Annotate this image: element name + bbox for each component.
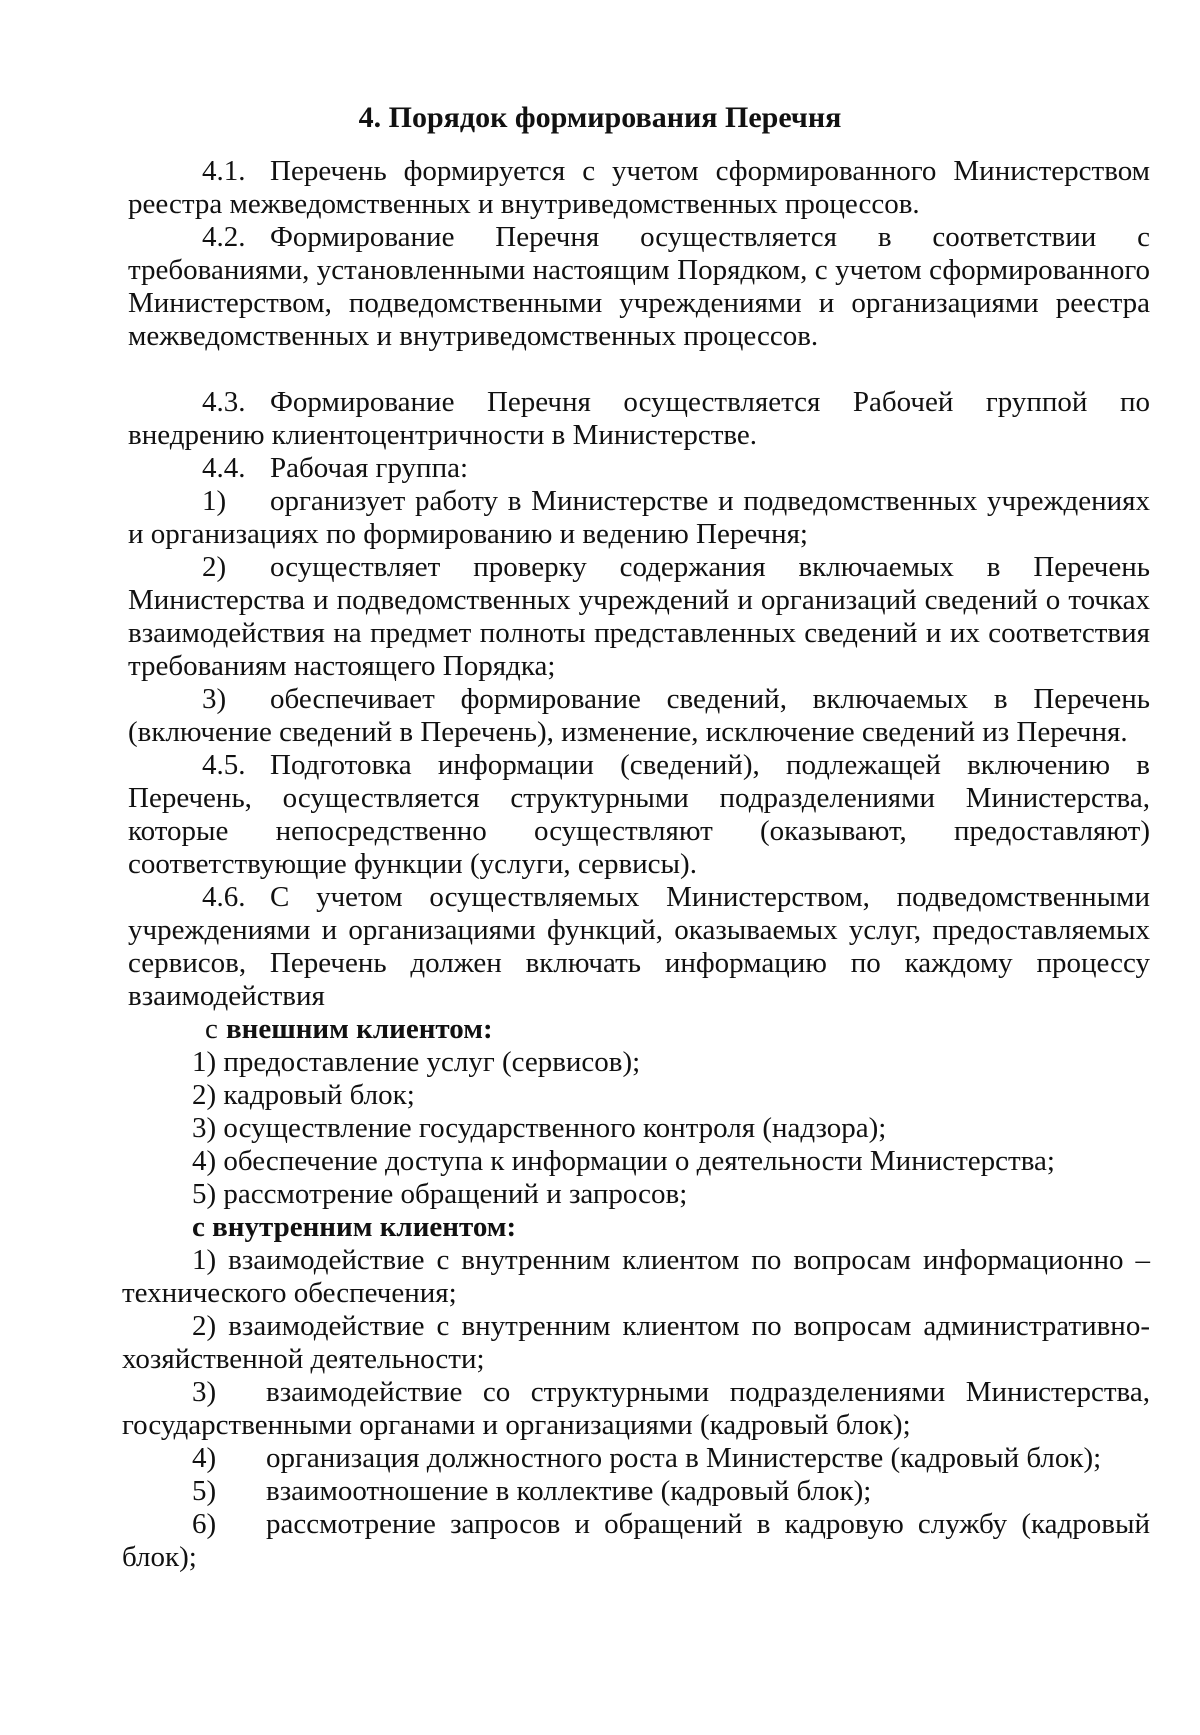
paragraph-number: 4.1. (202, 155, 246, 187)
list-item-text: обеспечивает формирование сведений, включаемых в Перечень (270, 683, 1150, 715)
list-item-text: Министерства и подведомственных учреждений и организаций сведений о точках взаимодействия на предмет полноты представленных сведений и их соответствия требованиям настоящего Порядка; (128, 584, 1150, 682)
list-item-text: взаимоотношение в коллективе (кадровый блок); (266, 1475, 872, 1507)
list-item: 2) кадровый блок; (192, 1079, 415, 1111)
list-item: 5) рассмотрение обращений и запросов; (192, 1178, 688, 1210)
paragraph-text: С учетом осуществляемых Министерством, подведомственными (270, 881, 1150, 913)
list-item-text: (включение сведений в Перечень), изменение, исключение сведений из Перечня. (128, 716, 1128, 748)
list-item-number: 5) (192, 1475, 217, 1507)
external-heading-prefix: с (205, 1013, 218, 1045)
external-heading: внешним клиентом: (226, 1013, 493, 1045)
list-item-text: организует работу в Министерстве и подведомственных учреждениях (270, 485, 1150, 517)
list-item-number: 1) (202, 485, 227, 517)
list-item-text: взаимодействие со структурными подразделениями Министерства, (266, 1376, 1150, 1408)
paragraph-number: 4.2. (202, 221, 246, 253)
paragraph-text: Перечень, осуществляется структурными подразделениями Министерства, которые непосредственно осуществляют (оказывают, предоставляют) соответствующие функции (услуги, сервисы). (128, 782, 1150, 880)
paragraph-number: 4.4. (202, 452, 246, 484)
list-item-number: 3) (192, 1376, 217, 1408)
paragraph-text: реестра межведомственных и внутриведомственных процессов. (128, 188, 920, 220)
list-item-text: технического обеспечения; (122, 1277, 457, 1309)
paragraph-text: Рабочая группа: (270, 452, 469, 484)
list-item-number: 6) (192, 1508, 217, 1540)
list-item-text: рассмотрение запросов и обращений в кадровую службу (кадровый (266, 1508, 1150, 1540)
list-item: 4) обеспечение доступа к информации о деятельности Министерства; (192, 1145, 1055, 1177)
paragraph-number: 4.5. (202, 749, 246, 781)
list-item-text: хозяйственной деятельности; (122, 1343, 485, 1375)
list-item-number: 2) (202, 551, 227, 583)
list-item-text: и организациях по формированию и ведению Перечня; (128, 518, 808, 550)
list-item-text: осуществляет проверку содержания включаемых в Перечень (270, 551, 1150, 583)
list-item-text: 1) взаимодействие с внутренним клиентом по вопросам информационно – (192, 1244, 1150, 1276)
paragraph-number: 4.6. (202, 881, 246, 913)
paragraph-text: Формирование Перечня осуществляется Рабочей группой по (270, 386, 1150, 418)
paragraph-text: Перечень формируется с учетом сформированного Министерством (270, 155, 1150, 187)
internal-heading: с внутренним клиентом: (192, 1211, 517, 1243)
list-item-text: 2) взаимодействие с внутренним клиентом по вопросам административно- (192, 1310, 1150, 1342)
paragraph-number: 4.3. (202, 386, 246, 418)
list-item-text: организация должностного роста в Министерстве (кадровый блок); (266, 1442, 1102, 1474)
section-title: 4. Порядок формирования Перечня (358, 101, 842, 134)
list-item-text: государственными органами и организациями (кадровый блок); (122, 1409, 911, 1441)
list-item-text: блок); (122, 1541, 197, 1573)
paragraph-text: Формирование Перечня осуществляется в соответствии с (270, 221, 1150, 253)
list-item-number: 3) (202, 683, 227, 715)
list-item: 1) предоставление услуг (сервисов); (192, 1046, 641, 1078)
paragraph-text: учреждениями и организациями функций, оказываемых услуг, предоставляемых сервисов, Перечень должен включать информацию по каждому процессу взаимодействия (128, 914, 1150, 1012)
paragraph-text: требованиями, установленными настоящим Порядком, с учетом сформированного Министерством, подведомственными учреждениями и организациями реестра межведомственных и внутриведомственных процессов. (128, 254, 1150, 352)
list-item-number: 4) (192, 1442, 217, 1474)
list-item: 3) осуществление государственного контроля (надзора); (192, 1112, 887, 1144)
paragraph-text: внедрению клиентоцентричности в Министерстве. (128, 419, 758, 451)
paragraph-text: Подготовка информации (сведений), подлежащей включению в (270, 749, 1150, 781)
